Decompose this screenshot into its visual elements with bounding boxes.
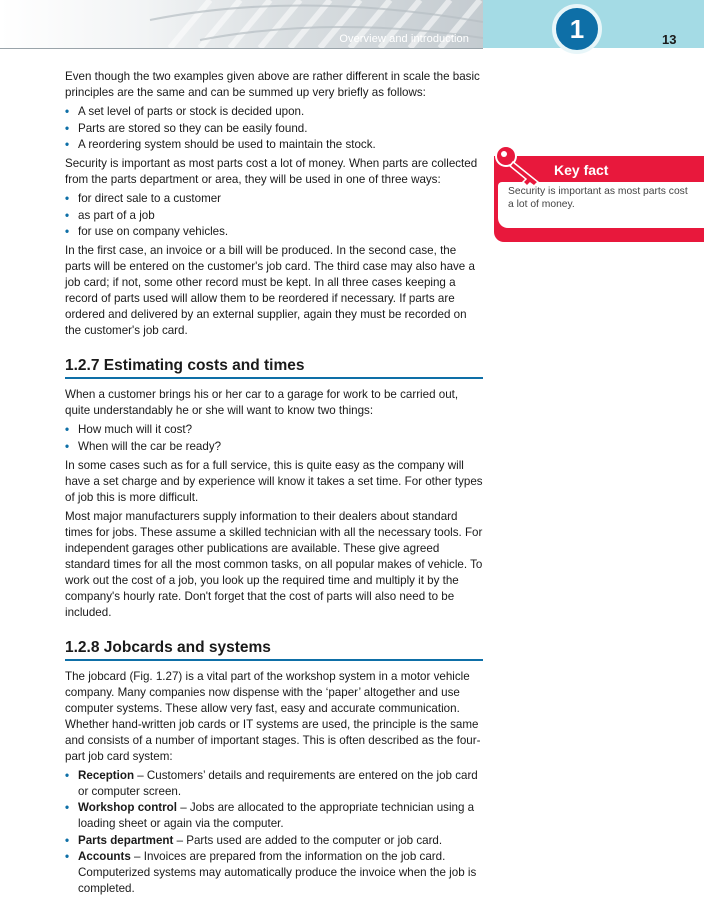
bullet-icon: • — [65, 192, 70, 205]
bullet-icon: • — [65, 850, 70, 863]
bullet-list — [65, 104, 483, 153]
list-item: • Parts are stored so they can be easily found. — [65, 121, 308, 135]
bullet-list — [65, 422, 483, 455]
bullet-list — [65, 768, 483, 898]
page-number: 13 — [662, 32, 677, 47]
term: Reception — [78, 768, 135, 782]
bullet-icon: • — [65, 138, 70, 151]
bullet-icon: • — [65, 225, 70, 238]
key-fact-title: Key fact — [554, 162, 609, 178]
paragraph: Even though the two examples given above are rather different in scale the basic principles are the same and can be summed up very briefly as follows: — [65, 70, 480, 99]
bullet-icon: • — [65, 208, 70, 222]
bullet-icon: • — [65, 105, 70, 118]
list-item: • A reordering system should be used to maintain the stock. — [65, 138, 376, 151]
list-item: • Accounts – Invoices are prepared from the information on the job card. Computerized systems may automatically produce the invoice when the job is completed. — [65, 850, 477, 895]
bullet-icon: • — [65, 768, 70, 782]
paragraph: Security is important as most parts cost a lot of money. When parts are collected from the parts department or area, they will be used in one of three ways: — [65, 157, 478, 186]
term: Parts department — [78, 833, 174, 847]
header-rule — [0, 48, 483, 49]
section-heading-1-2-7: 1.2.7 Estimating costs and times — [65, 357, 483, 379]
list-item: • for use on company vehicles. — [65, 225, 229, 238]
paragraph: When a customer brings his or her car to a garage for work to be carried out, quite understandably he or she will want to know two things: — [65, 388, 459, 417]
paragraph: In the first case, an invoice or a bill will be produced. In the second case, the parts will be entered on the customer's job card. The third case may also have a job card; if not, some other record must be kept. In all three cases keeping a record of parts used will allow them to be reordered if necessary. If parts are ordered and delivered by an external supplier, again they must be recorded on the customer's job card. — [65, 244, 475, 337]
list-item: • How much will it cost? — [65, 423, 193, 436]
key-fact-body — [498, 182, 704, 228]
paragraph: Most major manufacturers supply information to their dealers about standard times for jobs. These assume a skilled technician with all the necessary tools. For independent garages other publications are available. These give agreed standard times for all the most common tasks, on all popular makes of vehicle. To work out the cost of a job, you look up the required time and multiply it by the company's hourly rate. Don't forget that the cost of parts will also need to be included. — [65, 509, 483, 619]
bullet-icon: • — [65, 833, 70, 847]
list-item: • Workshop control – Jobs are allocated to the appropriate technician using a loading sheet or again via the computer. — [65, 801, 475, 830]
chapter-number-badge: 1 — [552, 4, 602, 54]
key-icon — [492, 142, 550, 188]
term: Workshop control — [78, 801, 177, 814]
list-item: • When will the car be ready? — [65, 439, 222, 453]
key-fact-text: Security is important as most parts cost a lot of money. — [508, 186, 688, 210]
main-content — [65, 69, 483, 900]
bullet-icon: • — [65, 121, 70, 135]
running-header-title: Overview and introduction — [339, 33, 469, 45]
paragraph: In some cases such as for a full service, this is quite easy as the company will have a set charge and by experience will know it takes a set time. For other types of job this is more difficult. — [65, 458, 483, 504]
bullet-icon: • — [65, 423, 70, 436]
key-fact-box — [494, 156, 704, 244]
paragraph: The jobcard (Fig. 1.27) is a vital part of the workshop system in a motor vehicle company. Many companies now dispense with the ‘paper’ altogether and use computer systems. These allow very fast, easy and accurate communication. Whether hand-written job cards or IT systems are used, the principle is the same and consists of a number of important stages. This is often described as the four-part job card system: — [65, 669, 481, 763]
bullet-icon: • — [65, 801, 70, 814]
list-item: • as part of a job — [65, 208, 155, 222]
list-item: • A set level of parts or stock is decided upon. — [65, 105, 305, 118]
term: Accounts — [78, 850, 131, 863]
list-item: • Reception – Customers’ details and requirements are entered on the job card or computer screen. — [65, 768, 478, 798]
list-item: • for direct sale to a customer — [65, 192, 222, 205]
bullet-list — [65, 191, 483, 240]
bullet-icon: • — [65, 439, 70, 453]
list-item: • Parts department – Parts used are added to the computer or job card. — [65, 833, 443, 847]
section-heading-1-2-8: 1.2.8 Jobcards and systems — [65, 639, 483, 661]
